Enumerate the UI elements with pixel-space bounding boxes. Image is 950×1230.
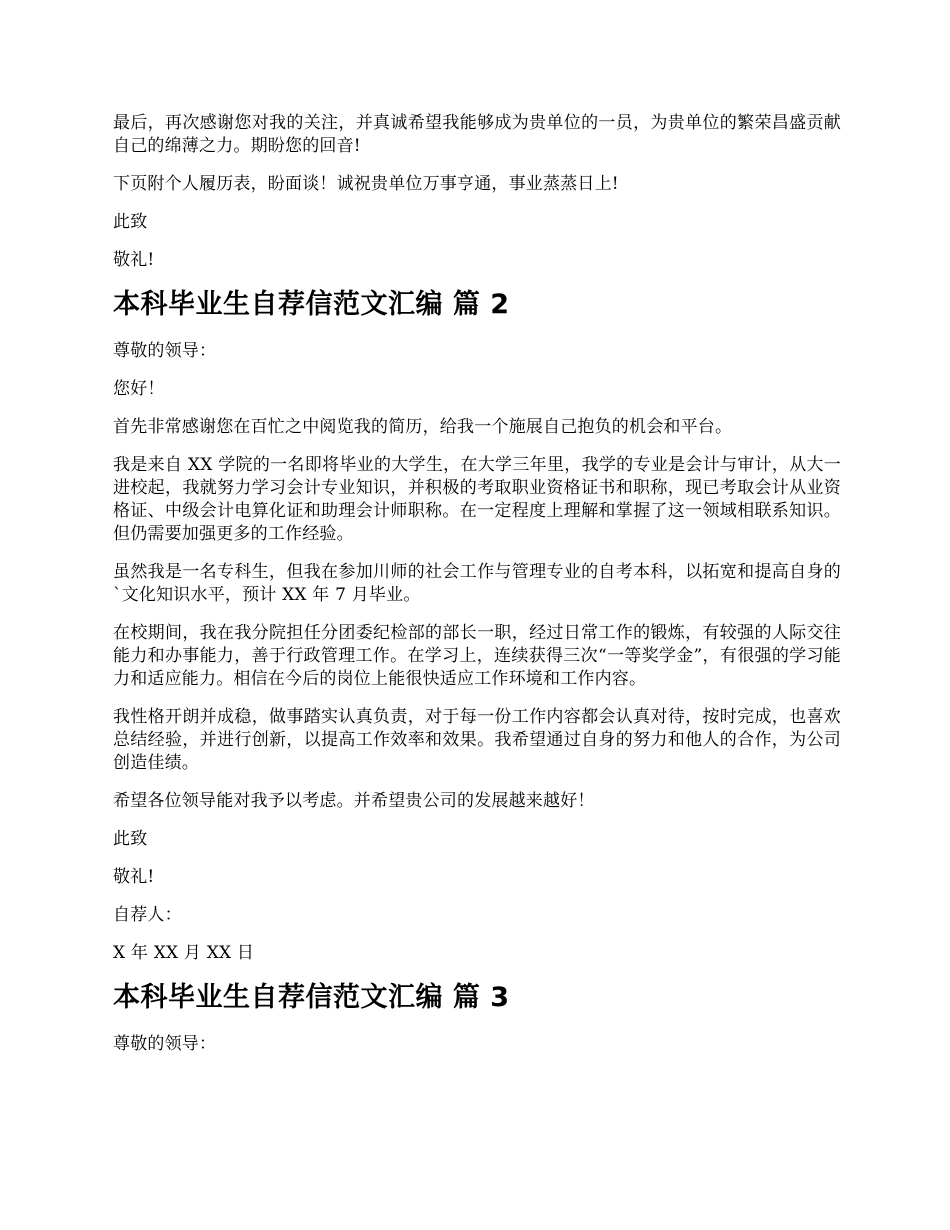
salutation: 尊敬的领导： — [113, 341, 217, 361]
body-paragraph-background: 我是来自 XX 学院的一名即将毕业的大学生，在大学三年里，我学的专业是会计与审计，从大一进校起，我就努力学习会计专业知识，并积极的考取职业资格证书和职称，现已考取会计从业资格证、中级会计电算化证和助理会计师职称。在一定程度上理解和掌握了这一领域相联系知识。但仍需要加强更多的工作经验。 — [113, 455, 841, 544]
section-heading-3: 本科毕业生自荐信范文汇编 篇 3 — [113, 982, 510, 1013]
closing-paragraph: 最后，再次感谢您对我的关注，并真诚希望我能够成为贵单位的一员，为贵单位的繁荣昌盛贡献自己的绵薄之力。期盼您的回音! — [113, 113, 841, 156]
sign-off-line-1: 此致 — [113, 212, 148, 232]
sign-off-line-2: 敬礼! — [113, 250, 155, 270]
body-paragraph-personality: 我性格开朗并成稳，做事踏实认真负责，对于每一份工作内容都会认真对待，按时完成，也喜欢总结经验，并进行创新，以提高工作效率和效果。我希望通过自身的努力和他人的合作，为公司创造佳绩。 — [113, 707, 841, 773]
section-heading-2: 本科毕业生自荐信范文汇编 篇 2 — [113, 289, 510, 320]
letter-date: X 年 XX 月 XX 日 — [113, 943, 255, 963]
body-paragraph-hope: 希望各位领导能对我予以考虑。并希望贵公司的发展越来越好！ — [113, 791, 595, 811]
body-paragraph-intro: 首先非常感谢您在百忙之中阅览我的简历，给我一个施展自己抱负的机会和平台。 — [113, 417, 733, 437]
sign-off-line-1: 此致 — [113, 829, 148, 849]
body-paragraph-education: 虽然我是一名专科生，但我在参加川师的社会工作与管理专业的自考本科，以拓宽和提高自身的`文化知识水平，预计 XX 年 7 月毕业。 — [113, 562, 841, 605]
salutation: 尊敬的领导： — [113, 1034, 217, 1054]
sign-off-line-2: 敬礼! — [113, 867, 155, 887]
greeting: 您好！ — [113, 379, 165, 399]
attachment-note: 下页附个人履历表，盼面谈！诚祝贵单位万事亨通，事业蒸蒸日上! — [113, 174, 619, 194]
signature-label: 自荐人： — [113, 905, 182, 925]
document-page — [113, 112, 841, 1071]
body-paragraph-campus: 在校期间，我在我分院担任分团委纪检部的部长一职，经过日常工作的锻炼，有较强的人际交往能力和办事能力，善于行政管理工作。在学习上，连续获得三次“一等奖学金”，有很强的学习能力和适应能力。相信在今后的岗位上能很快适应工作环境和工作内容。 — [113, 623, 841, 689]
